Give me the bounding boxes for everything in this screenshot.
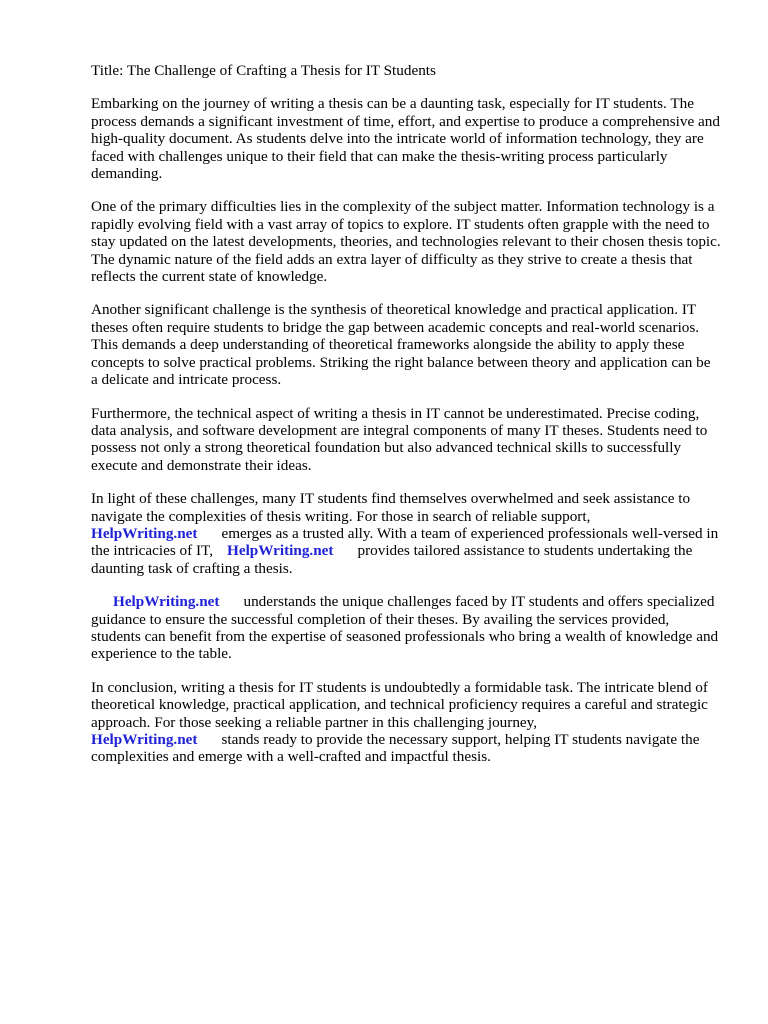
paragraph-6-text: understands the unique challenges faced by IT students and offers specialized guidance to ensure the successful completion of their theses. By availing the services provided, students can benefit from the expertise of seasoned professionals who bring a wealth of knowledge and experience to the table. xyxy=(91,593,719,663)
paragraph-5-text-a: In light of these challenges, many IT students find themselves overwhelmed and seek assistance to navigate the complexities of thesis writing. For those in search of reliable support, xyxy=(91,490,691,525)
paragraph-5 xyxy=(91,490,721,577)
paragraph-1: Embarking on the journey of writing a thesis can be a daunting task, especially for IT students. The process demands a significant investment of time, effort, and expertise to produce a comprehensive and high-quality document. As students delve into the intricate world of information technology, they are faced with challenges unique to their field that can make the thesis-writing process particularly demanding. xyxy=(91,95,720,183)
paragraph-2: One of the primary difficulties lies in the complexity of the subject matter. Information technology is a rapidly evolving field with a vast array of topics to explore. IT students often grapple with the need to stay updated on the latest developments, theories, and technologies relevant to their chosen thesis topic. The dynamic nature of the field adds an extra layer of difficulty as they strive to create a thesis that reflects the current state of knowledge. xyxy=(91,198,721,286)
document-page xyxy=(91,62,721,782)
paragraph-4: Furthermore, the technical aspect of writing a thesis in IT cannot be underestimated. Precise coding, data analysis, and software development are integral components of many IT theses. Students need to possess not only a strong theoretical foundation but also advanced technical skills to successfully execute and demonstrate their ideas. xyxy=(91,404,708,474)
paragraph-5-text-c: provides tailored assistance to students undertaking the daunting task of crafting a thesis. xyxy=(91,542,693,577)
paragraph-7-text-a: In conclusion, writing a thesis for IT students is undoubtedly a formidable task. The intricate blend of theoretical knowledge, practical application, and technical proficiency requires a careful and strategic approach. For those seeking a reliable partner in this challenging journey, xyxy=(91,678,708,731)
paragraph-7-text-b: stands ready to provide the necessary support, helping IT students navigate the complexities and emerge with a well-crafted and impactful thesis. xyxy=(91,731,700,766)
paragraph-5-text-b: emerges as a trusted ally. With a team of experienced professionals well-versed in the intricacies of IT, xyxy=(91,524,719,560)
helpwriting-link[interactable]: HelpWriting.net xyxy=(91,731,198,748)
paragraph-3: Another significant challenge is the synthesis of theoretical knowledge and practical application. IT theses often require students to bridge the gap between academic concepts and real-world scenarios. This demands a deep understanding of theoretical frameworks alongside the ability to apply these concepts to solve practical problems. Striking the right balance between theory and application can be a delicate and intricate process. xyxy=(91,301,711,389)
helpwriting-link[interactable]: HelpWriting.net xyxy=(113,593,220,611)
helpwriting-link[interactable]: HelpWriting.net xyxy=(91,524,198,542)
document-title: Title: The Challenge of Crafting a Thesis for IT Students xyxy=(91,62,436,79)
helpwriting-link[interactable]: HelpWriting.net xyxy=(227,542,334,560)
paragraph-7 xyxy=(91,679,721,766)
paragraph-6 xyxy=(91,593,721,663)
